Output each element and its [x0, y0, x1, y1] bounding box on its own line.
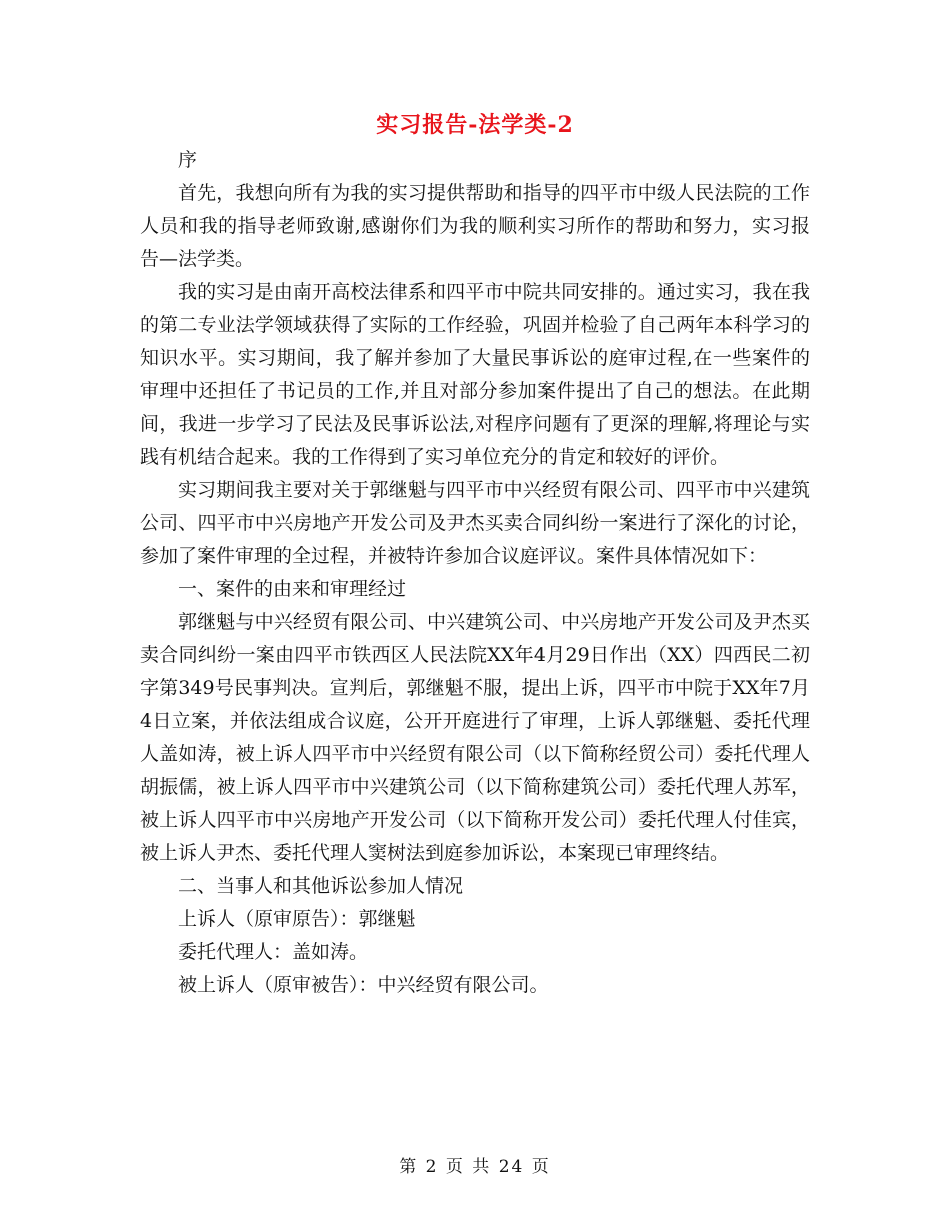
paragraph-preface: 序	[178, 149, 198, 171]
paragraph-internship-overview: 我的实习是由南开高校法律系和四平市中院共同安排的。通过实习，我在我的第二专业法学领域获得了实际的工作经验，巩固并检验了自己两年本科学习的知识水平。实习期间，我了解并参加了大量民事诉讼的庭审过程,在一些案件的审理中还担任了书记员的工作,并且对部分参加案件提出了自己的想法。在此期间，我进一步学习了民法及民事诉讼法,对程序问题有了更深的理解,将理论与实践有机结合起来。我的工作得到了实习单位充分的肯定和较好的评价。	[140, 281, 810, 468]
page-number-footer: 第 2 页 共 24 页	[399, 1157, 551, 1177]
section-heading-case-origin: 一、案件的由来和审理经过	[178, 578, 407, 600]
document-body	[140, 144, 810, 1002]
section-heading-parties: 二、当事人和其他诉讼参加人情况	[178, 875, 464, 897]
document-title: 实习报告-法学类-2	[376, 112, 574, 138]
paragraph-case-intro: 实习期间我主要对关于郭继魁与四平市中兴经贸有限公司、四平市中兴建筑公司、四平市中兴房地产开发公司及尹杰买卖合同纠纷一案进行了深化的讨论，参加了案件审理的全过程，并被特许参加合议庭评议。案件具体情况如下：	[140, 479, 810, 567]
paragraph-agent: 委托代理人：盖如涛。	[178, 941, 369, 963]
paragraph-thanks: 首先，我想向所有为我的实习提供帮助和指导的四平市中级人民法院的工作人员和我的指导老师致谢,感谢你们为我的顺利实习所作的帮助和努力，实习报告—法学类。	[140, 182, 810, 270]
paragraph-case-history: 郭继魁与中兴经贸有限公司、中兴建筑公司、中兴房地产开发公司及尹杰买卖合同纠纷一案由四平市铁西区人民法院XX年4月29日作出（XX）四西民二初字第349号民事判决。宣判后，郭继魁不服，提出上诉，四平市中院于XX年7月4日立案，并依法组成合议庭，公开开庭进行了审理，上诉人郭继魁、委托代理人盖如涛，被上诉人四平市中兴经贸有限公司（以下简称经贸公司）委托代理人胡振儒，被上诉人四平市中兴建筑公司（以下简称建筑公司）委托代理人苏军，被上诉人四平市中兴房地产开发公司（以下简称开发公司）委托代理人付佳宾，被上诉人尹杰、委托代理人窦树法到庭参加诉讼，本案现已审理终结。	[140, 611, 810, 864]
paragraph-appellee: 被上诉人（原审被告）：中兴经贸有限公司。	[178, 974, 549, 996]
paragraph-appellant: 上诉人（原审原告）：郭继魁	[178, 908, 416, 930]
